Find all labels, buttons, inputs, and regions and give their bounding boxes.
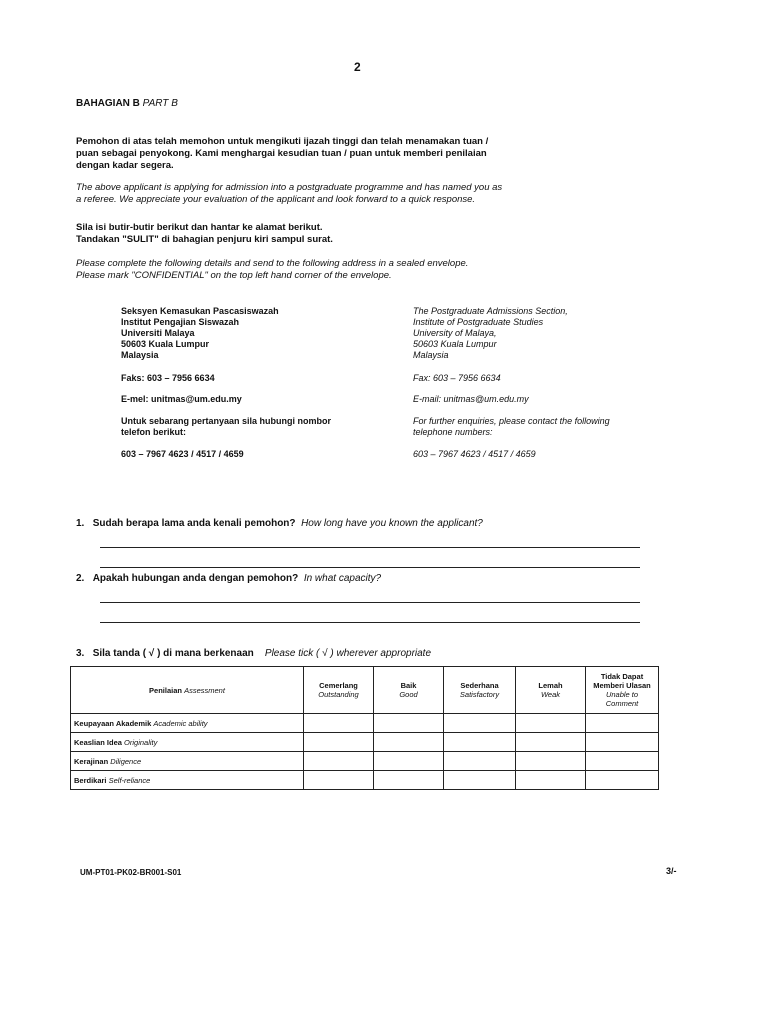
- header-en: Good: [399, 690, 418, 699]
- header-en: Outstanding: [318, 690, 359, 699]
- header-en: Weak: [540, 690, 561, 699]
- tick-cell[interactable]: [374, 733, 444, 752]
- instructions-ms-line: Sila isi butir-butir berikut dan hantar ke alamat berikut.: [76, 222, 323, 233]
- question-en: In what capacity?: [303, 573, 382, 584]
- header-en: Unable to Comment: [605, 690, 639, 708]
- tick-cell[interactable]: [444, 771, 516, 790]
- tick-cell[interactable]: [516, 752, 586, 771]
- answer-line-q2[interactable]: [100, 602, 640, 603]
- header-ms: Penilaian: [149, 685, 182, 695]
- tick-cell[interactable]: [304, 752, 374, 771]
- tick-cell[interactable]: [586, 771, 659, 790]
- enquiry-line: telephone numbers:: [413, 427, 493, 437]
- enquiry-english: [413, 416, 703, 438]
- table-row: [71, 771, 659, 790]
- tick-cell[interactable]: [374, 771, 444, 790]
- table-header-row: [71, 667, 659, 714]
- section-heading-en: PART B: [142, 98, 178, 109]
- fax-english: Fax: 603 – 7956 6634: [413, 373, 501, 383]
- answer-line-q1[interactable]: [100, 547, 640, 548]
- enquiry-malay: [121, 416, 401, 438]
- address-english: [413, 306, 703, 361]
- header-ms: Tidak Dapat Memberi Ulasan: [593, 672, 651, 690]
- tick-cell[interactable]: [586, 714, 659, 733]
- header-outstanding: [304, 667, 374, 714]
- instructions-malay: [76, 222, 676, 246]
- email-malay: E-mel: unitmas@um.edu.my: [121, 394, 242, 404]
- fax-malay: Faks: 603 – 7956 6634: [121, 373, 215, 383]
- intro-malay: [76, 136, 676, 172]
- header-good: [374, 667, 444, 714]
- address-line: The Postgraduate Admissions Section,: [413, 306, 568, 316]
- header-ms: Sederhana: [460, 681, 499, 690]
- tick-cell[interactable]: [586, 752, 659, 771]
- question-2: [76, 573, 381, 584]
- tick-cell[interactable]: [516, 714, 586, 733]
- tick-cell[interactable]: [374, 714, 444, 733]
- tick-cell[interactable]: [304, 733, 374, 752]
- intro-ms-line: Pemohon di atas telah memohon untuk mengikuti ijazah tinggi dan telah menamakan tuan /: [76, 136, 489, 147]
- criterion-ms: Kerajinan: [74, 756, 109, 766]
- criterion-cell: [71, 733, 304, 752]
- address-line: Malaysia: [413, 350, 449, 360]
- tick-cell[interactable]: [304, 714, 374, 733]
- header-en: Satisfactory: [459, 690, 500, 699]
- question-number: 1.: [76, 518, 85, 529]
- intro-ms-line: dengan kadar segera.: [76, 160, 174, 171]
- header-ms: Baik: [400, 681, 417, 690]
- tick-cell[interactable]: [444, 714, 516, 733]
- tick-cell[interactable]: [444, 733, 516, 752]
- tick-cell[interactable]: [444, 752, 516, 771]
- address-line: 50603 Kuala Lumpur: [413, 339, 497, 349]
- email-english: E-mail: unitmas@um.edu.my: [413, 394, 529, 404]
- phone-malay: 603 – 7967 4623 / 4517 / 4659: [121, 449, 244, 459]
- tick-cell[interactable]: [516, 771, 586, 790]
- intro-english: [76, 182, 696, 206]
- tick-cell[interactable]: [374, 752, 444, 771]
- tick-cell[interactable]: [516, 733, 586, 752]
- instructions-en-line: Please complete the following details and send to the following address in a sealed envelope.: [76, 258, 469, 269]
- continue-mark: 3/-: [666, 866, 677, 876]
- address-line: Seksyen Kemasukan Pascasiswazah: [121, 306, 279, 316]
- criterion-en: Diligence: [110, 756, 142, 766]
- section-heading: [76, 98, 178, 109]
- address-line: Institut Pengajian Siswazah: [121, 317, 240, 327]
- form-code: UM-PT01-PK02-BR001-S01: [80, 868, 182, 877]
- assessment-table: [70, 666, 659, 790]
- address-line: 50603 Kuala Lumpur: [121, 339, 210, 349]
- table-row: [71, 752, 659, 771]
- instructions-english: [76, 258, 696, 282]
- criterion-cell: [71, 714, 304, 733]
- criterion-en: Self-reliance: [108, 775, 151, 785]
- enquiry-line: For further enquiries, please contact the following: [413, 416, 610, 426]
- enquiry-line: Untuk sebarang pertanyaan sila hubungi nombor: [121, 416, 332, 426]
- criterion-ms: Keupayaan Akademik: [74, 718, 152, 728]
- address-line: Universiti Malaya: [121, 328, 195, 338]
- section-heading-ms: BAHAGIAN B: [76, 98, 140, 109]
- address-line: Malaysia: [121, 350, 159, 360]
- intro-ms-line: puan sebagai penyokong. Kami menghargai kesudian tuan / puan untuk memberi penilaian: [76, 148, 487, 159]
- answer-line-q1[interactable]: [100, 567, 640, 568]
- question-3: [76, 648, 431, 659]
- address-line: University of Malaya,: [413, 328, 497, 338]
- question-ms: Sudah berapa lama anda kenali pemohon?: [92, 518, 296, 529]
- tick-cell[interactable]: [586, 733, 659, 752]
- criterion-ms: Berdikari: [74, 775, 107, 785]
- header-en: Assessment: [184, 685, 225, 695]
- question-number: 3.: [76, 648, 85, 659]
- header-unable-to-comment: [586, 667, 659, 714]
- criterion-en: Originality: [124, 737, 158, 747]
- instructions-ms-line: Tandakan "SULIT" di bahagian penjuru kiri sampul surat.: [76, 234, 333, 245]
- criterion-cell: [71, 771, 304, 790]
- intro-en-line: a referee. We appreciate your evaluation of the applicant and look forward to a quick response.: [76, 194, 476, 205]
- question-en: Please tick ( √ ) wherever appropriate: [264, 648, 432, 659]
- address-malay: [121, 306, 401, 361]
- page-number: 2: [354, 60, 361, 74]
- criterion-cell: [71, 752, 304, 771]
- header-assessment: [71, 667, 304, 714]
- question-ms: Apakah hubungan anda dengan pemohon?: [92, 573, 299, 584]
- enquiry-line: telefon berikut:: [121, 427, 187, 437]
- question-en: How long have you known the applicant?: [301, 518, 483, 529]
- header-ms: Lemah: [538, 681, 563, 690]
- criterion-en: Academic ability: [153, 718, 208, 728]
- instructions-en-line: Please mark "CONFIDENTIAL" on the top left hand corner of the envelope.: [76, 270, 392, 281]
- question-1: [76, 518, 483, 529]
- question-number: 2.: [76, 573, 85, 584]
- table-row: [71, 714, 659, 733]
- header-weak: [516, 667, 586, 714]
- header-satisfactory: [444, 667, 516, 714]
- criterion-ms: Keaslian Idea: [74, 737, 122, 747]
- address-line: Institute of Postgraduate Studies: [413, 317, 544, 327]
- header-ms: Cemerlang: [319, 681, 358, 690]
- intro-en-line: The above applicant is applying for admission into a postgraduate programme and has named you as: [76, 182, 503, 193]
- answer-line-q2[interactable]: [100, 622, 640, 623]
- question-ms: Sila tanda ( √ ) di mana berkenaan: [92, 648, 254, 659]
- table-row: [71, 733, 659, 752]
- tick-cell[interactable]: [304, 771, 374, 790]
- phone-english: 603 – 7967 4623 / 4517 / 4659: [413, 449, 536, 459]
